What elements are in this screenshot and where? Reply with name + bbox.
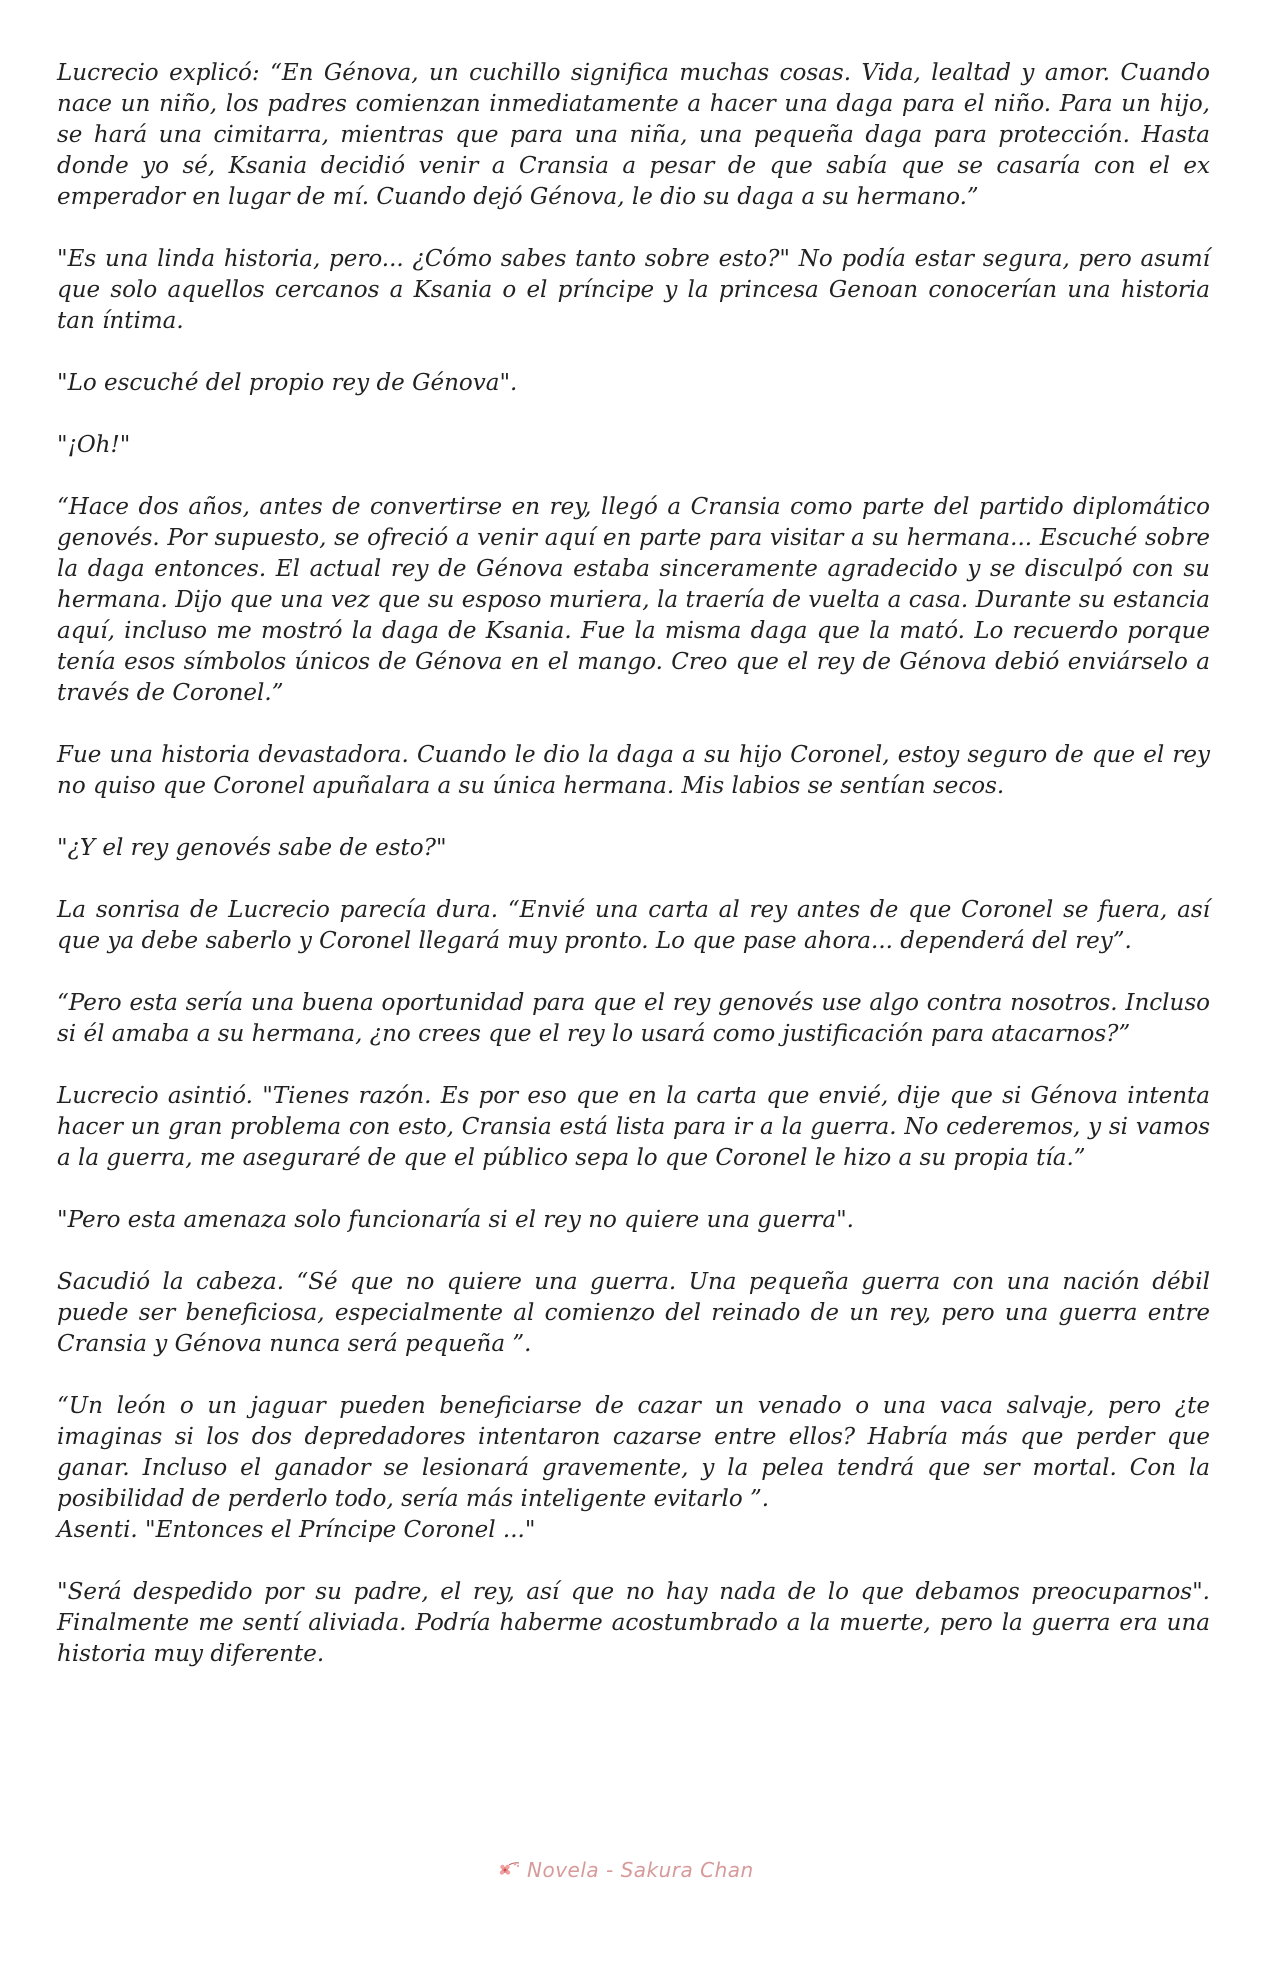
paragraph-7: "¿Y el rey genovés sabe de esto?" [57, 835, 447, 861]
sakura-blossom-icon [497, 1860, 521, 1880]
paragraph-1: Lucrecio explicó: “En Génova, un cuchillo significa muchas cosas. Vida, lealtad y amor. Cuando nace un niño, los padres comienzan inmediatamente a hacer una daga para el niño. Para un hijo, se hará una cimitarra, mientras que para una niña, una pequeña daga para protección. Hasta donde yo sé, Ksania decidió venir a Cransia a pesar de que sabía que se casaría con el ex emperador en lugar de mí. Cuando dejó Génova, le dio su daga a su hermano.” [57, 60, 1210, 210]
paragraph-2: "Es una linda historia, pero... ¿Cómo sabes tanto sobre esto?" No podía estar segura, pero asumí que solo aquellos cercanos a Ksania o el príncipe y la princesa Genoan conocerían una historia tan íntima. [57, 246, 1210, 334]
paragraph-15: "Será despedido por su padre, el rey, así que no hay nada de lo que debamos preocuparnos". Finalmente me sentí aliviada. Podría haberme acostumbrado a la muerte, pero la guerra era una historia muy diferente. [57, 1579, 1210, 1667]
watermark-text: Novela - Sakura Chan [527, 1858, 754, 1882]
paragraph-6: Fue una historia devastadora. Cuando le dio la daga a su hijo Coronel, estoy seguro de que el rey no quiso que Coronel apuñalara a su única hermana. Mis labios se sentían secos. [57, 742, 1210, 799]
story-text [57, 58, 1210, 1701]
watermark [497, 1856, 754, 1884]
paragraph-13: “Un león o un jaguar pueden beneficiarse de cazar un venado o una vaca salvaje, pero ¿te imaginas si los dos depredadores intentaron cazarse entre ellos? Habría más que perder que ganar. Incluso el ganador se lesionará gravemente, y la pelea tendrá que ser mortal. Con la posibilidad de perderlo todo, sería más inteligente evitarlo ”. [57, 1393, 1210, 1512]
paragraph-3: "Lo escuché del propio rey de Génova". [57, 370, 518, 396]
paragraph-10: Lucrecio asintió. "Tienes razón. Es por eso que en la carta que envié, dije que si Génova intenta hacer un gran problema con esto, Cransia está lista para ir a la guerra. No cederemos, y si vamos a la guerra, me aseguraré de que el público sepa lo que Coronel le hizo a su propia tía.” [57, 1083, 1210, 1171]
paragraph-14: Asenti. "Entonces el Príncipe Coronel ..." [57, 1517, 536, 1543]
paragraph-5: “Hace dos años, antes de convertirse en rey, llegó a Cransia como parte del partido diplomático genovés. Por supuesto, se ofreció a venir aquí en parte para visitar a su hermana... Escuché sobre la daga entonces. El actual rey de Génova estaba sinceramente agradecido y se disculpó con su hermana. Dijo que una vez que su esposo muriera, la traería de vuelta a casa. Durante su estancia aquí, incluso me mostró la daga de Ksania. Fue la misma daga que la mató. Lo recuerdo porque tenía esos símbolos únicos de Génova en el mango. Creo que el rey de Génova debió enviárselo a través de Coronel.” [57, 494, 1210, 706]
paragraph-8: La sonrisa de Lucrecio parecía dura. “Envié una carta al rey antes de que Coronel se fuera, así que ya debe saberlo y Coronel llegará muy pronto. Lo que pase ahora... dependerá del rey”. [57, 897, 1210, 954]
paragraph-4: "¡Oh!" [57, 432, 131, 458]
paragraph-9: “Pero esta sería una buena oportunidad para que el rey genovés use algo contra nosotros. Incluso si él amaba a su hermana, ¿no crees que el rey lo usará como justificación para atacarnos?” [57, 990, 1210, 1047]
paragraph-11: "Pero esta amenaza solo funcionaría si el rey no quiere una guerra". [57, 1207, 854, 1233]
paragraph-12: Sacudió la cabeza. “Sé que no quiere una guerra. Una pequeña guerra con una nación débil puede ser beneficiosa, especialmente al comienzo del reinado de un rey, pero una guerra entre Cransia y Génova nunca será pequeña ”. [57, 1269, 1210, 1357]
